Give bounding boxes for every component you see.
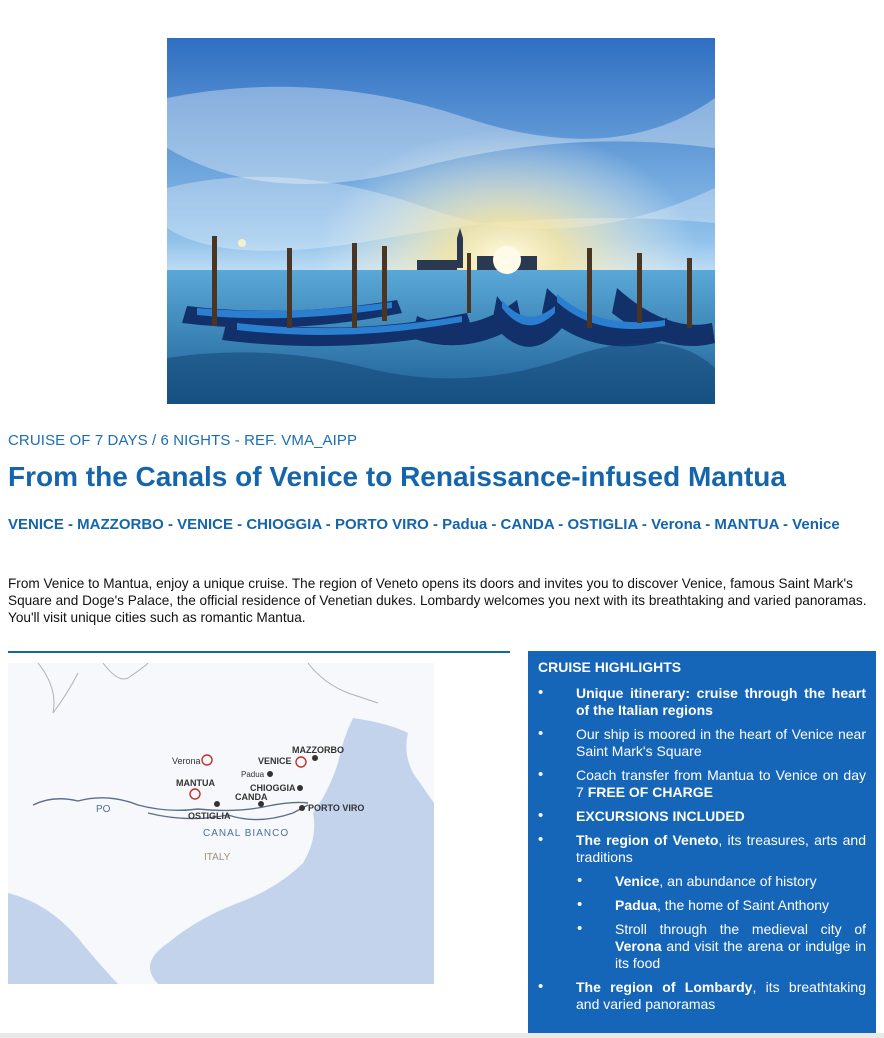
list-item: • Stroll through the medieval city of Verona and visit the arena or indulge in its food — [538, 921, 866, 972]
list-item: • Coach transfer from Mantua to Venice on day 7 FREE OF CHARGE — [538, 767, 866, 801]
route-stops: VENICE - MAZZORBO - VENICE - CHIOGGIA - PORTO VIRO - Padua - CANDA - OSTIGLIA - Verona - MANTUA - Venice — [8, 516, 840, 533]
map-label-padua: Padua — [241, 770, 265, 779]
list-item: • The region of Lombardy, its breathtaking and varied panoramas — [538, 979, 866, 1013]
map-label-mazzorbo: MAZZORBO — [292, 745, 344, 755]
list-item: • EXCURSIONS INCLUDED — [538, 808, 866, 825]
highlights-title: CRUISE HIGHLIGHTS — [538, 659, 682, 675]
list-item: • Padua, the home of Saint Anthony — [538, 897, 866, 914]
page-title: From the Canals of Venice to Renaissance-infused Mantua — [8, 461, 786, 492]
cruise-highlights-panel — [528, 651, 876, 1038]
map-label-chioggia: CHIOGGIA — [250, 783, 296, 793]
map-label-venice: VENICE — [258, 756, 292, 766]
list-item: • Unique itinerary: cruise through the heart of the Italian regions — [538, 685, 866, 719]
map-label-po: PO — [96, 804, 111, 815]
map-label-italy: ITALY — [204, 852, 231, 863]
cruise-reference: CRUISE OF 7 DAYS / 6 NIGHTS - REF. VMA_AIPP — [8, 432, 358, 449]
intro-paragraph: From Venice to Mantua, enjoy a unique cruise. The region of Veneto opens its doors and invites you to discover Venice, famous Saint Mark's Square and Doge's Palace, the official residence of Venetian dukes. Lombardy welcomes you next with its breathtaking and varied panoramas. You'll visit unique cities such as romantic Mantua. — [8, 576, 867, 625]
list-item: • The region of Veneto, its treasures, arts and traditions — [538, 832, 866, 866]
map-label-porto-viro: PORTO VIRO — [308, 803, 365, 813]
hero-image — [167, 38, 715, 404]
highlights-list — [538, 685, 866, 1013]
map-label-verona: Verona — [172, 756, 201, 766]
map-label-ostiglia: OSTIGLIA — [188, 811, 231, 821]
list-item: • Venice, an abundance of history — [538, 873, 866, 890]
section-divider — [8, 651, 510, 653]
map-label-canda: CANDA — [235, 792, 268, 802]
list-item: • Our ship is moored in the heart of Venice near Saint Mark's Square — [538, 726, 866, 760]
route-map — [8, 663, 434, 984]
map-label-mantua: MANTUA — [176, 778, 215, 788]
map-label-canal-bianco: CANAL BIANCO — [203, 828, 290, 839]
page-bottom-edge — [0, 1033, 884, 1038]
